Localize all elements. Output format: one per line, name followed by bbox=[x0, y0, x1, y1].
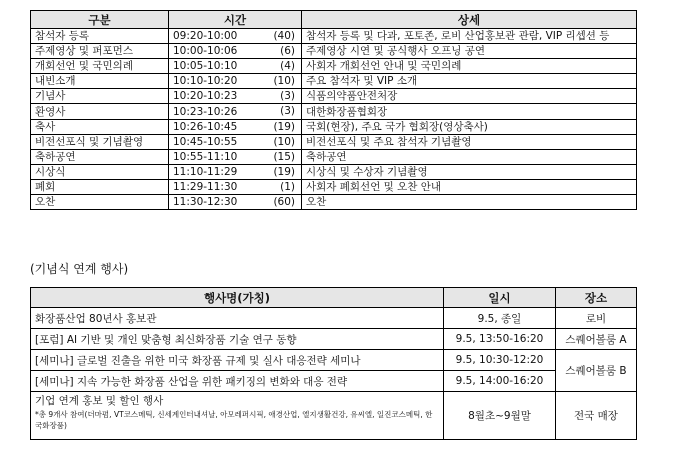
schedule-time: 10:00-10:06 bbox=[173, 45, 238, 58]
table-row bbox=[31, 392, 637, 440]
table-row bbox=[31, 350, 637, 371]
header-detail: 상세 bbox=[302, 11, 637, 29]
schedule-time-cell bbox=[169, 74, 302, 89]
schedule-category: 축하공연 bbox=[31, 149, 169, 164]
schedule-detail: 비전선포식 및 주요 참석자 기념촬영 bbox=[302, 134, 637, 149]
schedule-time: 09:20-10:00 bbox=[173, 30, 238, 43]
schedule-time-cell bbox=[169, 195, 302, 210]
schedule-duration: (40) bbox=[273, 30, 295, 42]
event-name: 기업 연계 홍보 및 할인 행사 bbox=[35, 395, 164, 407]
schedule-detail: 사회자 개회선언 안내 및 국민의례 bbox=[302, 59, 637, 74]
schedule-duration: (15) bbox=[273, 150, 295, 163]
schedule-time: 10:10-10:20 bbox=[173, 75, 238, 88]
schedule-time-cell bbox=[169, 164, 302, 179]
schedule-detail: 주제영상 시연 및 공식행사 오프닝 공연 bbox=[302, 44, 637, 59]
table-row bbox=[31, 104, 637, 119]
table-row bbox=[31, 29, 637, 44]
header-place: 장소 bbox=[556, 288, 637, 308]
schedule-category: 비전선포식 및 기념촬영 bbox=[31, 134, 169, 149]
schedule-time: 10:05-10:10 bbox=[173, 60, 238, 73]
schedule-detail: 축하공연 bbox=[302, 149, 637, 164]
event-place: 스퀘어볼룸 B bbox=[556, 350, 637, 392]
table-row bbox=[31, 329, 637, 350]
schedule-category: 축사 bbox=[31, 119, 169, 134]
event-name-cell bbox=[31, 392, 444, 440]
schedule-detail: 국회(현장), 주요 국가 협회장(영상축사) bbox=[302, 119, 637, 134]
schedule-time-cell bbox=[169, 89, 302, 104]
schedule-duration: (4) bbox=[280, 60, 295, 73]
schedule-detail: 시상식 및 수상자 기념촬영 bbox=[302, 164, 637, 179]
schedule-duration: (1) bbox=[280, 180, 295, 193]
schedule-time-cell bbox=[169, 149, 302, 164]
schedule-time: 10:55-11:10 bbox=[173, 150, 238, 163]
schedule-category: 주제영상 및 퍼포먼스 bbox=[31, 44, 169, 59]
event-note: *총 9개사 참여(더마펌, VT코스메틱, 신세계인터내셔날, 아모레퍼시픽, 애경산업, 엘지생활건강, 유씨엘, 일진코스메틱, 한국화장품) bbox=[35, 410, 433, 430]
event-datetime: 9.5, 종일 bbox=[444, 308, 556, 329]
schedule-category: 참석자 등록 bbox=[31, 29, 169, 44]
schedule-detail: 참석자 등록 및 다과, 포토존, 로비 산업홍보관 관람, VIP 리셉션 등 bbox=[302, 29, 637, 44]
event-name: [포럼] AI 기반 및 개인 맞춤형 최신화장품 기술 연구 동향 bbox=[31, 329, 444, 350]
schedule-detail: 주요 참석자 및 VIP 소개 bbox=[302, 74, 637, 89]
schedule-time-cell bbox=[169, 29, 302, 44]
schedule-category: 개회선언 및 국민의례 bbox=[31, 59, 169, 74]
schedule-detail: 식품의약품안전처장 bbox=[302, 89, 637, 104]
schedule-category: 폐회 bbox=[31, 179, 169, 194]
header-category: 구분 bbox=[31, 11, 169, 29]
table-row bbox=[31, 308, 637, 329]
schedule-category: 오찬 bbox=[31, 195, 169, 210]
table-row bbox=[31, 149, 637, 164]
table-row bbox=[31, 164, 637, 179]
event-name: [세미나] 글로벌 진출을 위한 미국 화장품 규제 및 실사 대응전략 세미나 bbox=[31, 350, 444, 371]
event-place: 스퀘어볼룸 A bbox=[556, 329, 637, 350]
schedule-time-cell bbox=[169, 104, 302, 119]
schedule-time: 11:29-11:30 bbox=[173, 180, 238, 193]
schedule-duration: (3) bbox=[280, 90, 295, 103]
event-name: 화장품산업 80년사 홍보관 bbox=[31, 308, 444, 329]
event-datetime: 9.5, 13:50-16:20 bbox=[444, 329, 556, 350]
events-body bbox=[31, 308, 637, 440]
event-name: [세미나] 지속 가능한 화장품 산업을 위한 패키징의 변화와 대응 전략 bbox=[31, 371, 444, 392]
section-title: (기념식 연계 행사) bbox=[30, 262, 129, 276]
schedule-table bbox=[30, 10, 637, 210]
schedule-duration: (3) bbox=[280, 105, 295, 118]
schedule-duration: (19) bbox=[273, 120, 295, 133]
schedule-time-cell bbox=[169, 59, 302, 74]
table-row bbox=[31, 89, 637, 104]
schedule-time-cell bbox=[169, 134, 302, 149]
schedule-category: 내빈소개 bbox=[31, 74, 169, 89]
schedule-header-row bbox=[31, 11, 637, 29]
table-row bbox=[31, 44, 637, 59]
schedule-time: 10:23-10:26 bbox=[173, 105, 238, 118]
schedule-time-cell bbox=[169, 44, 302, 59]
schedule-category: 시상식 bbox=[31, 164, 169, 179]
events-table bbox=[30, 287, 637, 440]
table-row bbox=[31, 119, 637, 134]
header-event-name: 행사명(가칭) bbox=[31, 288, 444, 308]
schedule-time: 11:30-12:30 bbox=[173, 196, 238, 209]
schedule-detail: 사회자 폐회선언 및 오찬 안내 bbox=[302, 179, 637, 194]
schedule-time: 10:20-10:23 bbox=[173, 90, 238, 103]
schedule-time: 11:10-11:29 bbox=[173, 165, 238, 178]
events-header-row bbox=[31, 288, 637, 308]
header-time: 시간 bbox=[169, 11, 302, 29]
table-row bbox=[31, 59, 637, 74]
schedule-duration: (10) bbox=[273, 135, 295, 148]
event-datetime: 9.5, 14:00-16:20 bbox=[444, 371, 556, 392]
schedule-detail: 대한화장품협회장 bbox=[302, 104, 637, 119]
schedule-time-cell bbox=[169, 119, 302, 134]
schedule-duration: (10) bbox=[273, 75, 295, 88]
table-row bbox=[31, 179, 637, 194]
schedule-detail: 오찬 bbox=[302, 195, 637, 210]
header-datetime: 일시 bbox=[444, 288, 556, 308]
schedule-category: 기념사 bbox=[31, 89, 169, 104]
event-place: 로비 bbox=[556, 308, 637, 329]
schedule-duration: (19) bbox=[273, 165, 295, 178]
schedule-time: 10:45-10:55 bbox=[173, 135, 238, 148]
table-row bbox=[31, 371, 637, 392]
schedule-time: 10:26-10:45 bbox=[173, 120, 238, 133]
schedule-duration: (60) bbox=[273, 196, 295, 209]
event-place: 전국 매장 bbox=[556, 392, 637, 440]
schedule-duration: (6) bbox=[280, 45, 295, 58]
table-row bbox=[31, 74, 637, 89]
event-datetime: 9.5, 10:30-12:20 bbox=[444, 350, 556, 371]
table-row bbox=[31, 195, 637, 210]
schedule-time-cell bbox=[169, 179, 302, 194]
table-row bbox=[31, 134, 637, 149]
schedule-category: 환영사 bbox=[31, 104, 169, 119]
schedule-body bbox=[31, 29, 637, 210]
event-datetime: 8월초~9월말 bbox=[444, 392, 556, 440]
